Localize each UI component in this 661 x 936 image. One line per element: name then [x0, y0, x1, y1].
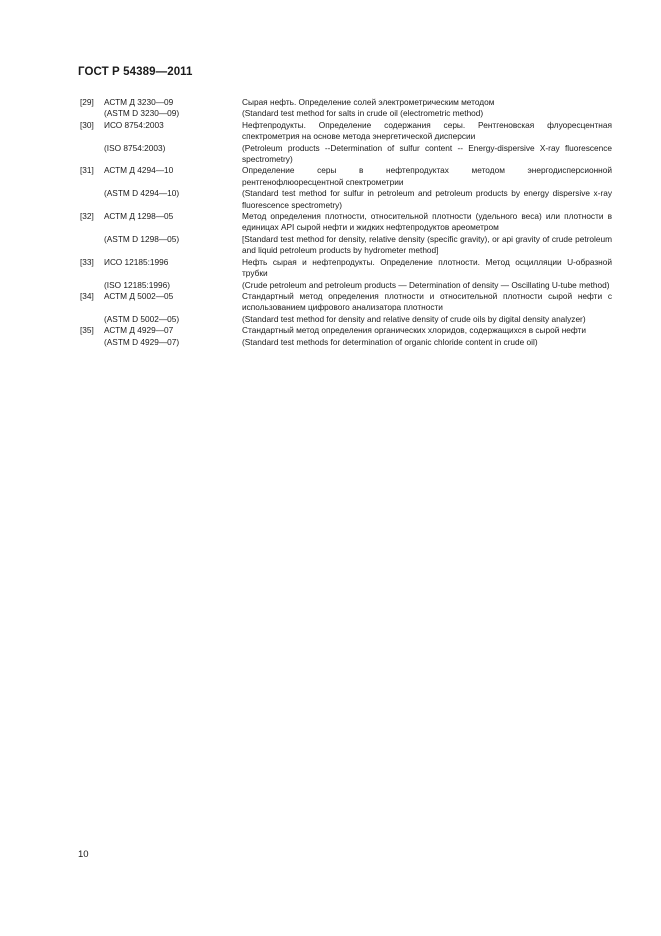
- reference-title: (Standard test method for salts in crude oil (electrometric method): [242, 108, 484, 119]
- reference-entry: [80, 325, 612, 336]
- reference-code: (ISO 12185:1996): [104, 279, 170, 290]
- reference-code: ИСО 12185:1996: [104, 256, 169, 267]
- reference-code: АСТМ Д 3230—09: [104, 97, 174, 107]
- reference-number: [29]: [80, 97, 94, 107]
- reference-title: (Standard test method for density and relative density of crude oils by digital density analyzer): [242, 313, 586, 324]
- reference-entry: [80, 108, 612, 119]
- reference-title: (Standard test methods for determination of organic chloride content in crude oil): [242, 336, 538, 347]
- reference-entry: [80, 337, 612, 348]
- reference-code: АСТМ Д 5002—05: [104, 290, 174, 301]
- reference-entry: [80, 143, 612, 166]
- reference-code: (ASTM D 3230—09): [104, 108, 180, 119]
- reference-number: [35]: [80, 325, 94, 336]
- reference-entry: [80, 188, 612, 211]
- page-number: 10: [78, 849, 89, 860]
- references-list: [80, 97, 612, 348]
- reference-entry: [80, 280, 612, 291]
- document-header: ГОСТ Р 54389—2011: [78, 66, 193, 78]
- reference-code: (ASTM D 4929—07): [104, 336, 180, 347]
- reference-title: (Petroleum products --Determination of sulfur content -- Energy-dispersive X-ray fluorescence spectrometry): [242, 142, 612, 165]
- reference-code: АСТМ Д 4294—10: [104, 165, 174, 176]
- reference-title: Нефтепродукты. Определение содержания серы. Рентгеновская флуоресцентная спектрометрия на основе метода энергетической дисперсии: [242, 119, 612, 142]
- reference-entry: [80, 165, 612, 188]
- reference-code: (ISO 8754:2003): [104, 142, 166, 153]
- reference-title: Метод определения плотности, относительной плотности (удельного веса) или плотности в единицах API сырой нефти и жидких нефтепродуктов ареометром: [242, 211, 612, 233]
- reference-entry: [80, 120, 612, 143]
- reference-title: [Standard test method for density, relative density (specific gravity), or api gravity of crude petroleum and liquid petroleum products by hydrometer method]: [242, 233, 612, 256]
- reference-number: [31]: [80, 165, 94, 176]
- reference-number: [30]: [80, 119, 94, 130]
- reference-entry: [80, 257, 612, 280]
- reference-number: [34]: [80, 290, 94, 301]
- reference-code: (ASTM D 1298—05): [104, 233, 180, 244]
- reference-title: Сырая нефть. Определение солей электрометрическим методом: [242, 97, 495, 107]
- reference-code: АСТМ Д 4929—07: [104, 325, 174, 336]
- reference-entry: [80, 314, 612, 325]
- reference-code: ИСО 8754:2003: [104, 119, 164, 130]
- reference-entry: [80, 97, 612, 108]
- reference-entry: [80, 234, 612, 257]
- reference-entry: [80, 211, 612, 234]
- reference-title: (Crude petroleum and petroleum products — Determination of density — Oscillating U-tube method): [242, 279, 610, 290]
- reference-title: Стандартный метод определения плотности и относительной плотности сырой нефти с использованием цифрового анализатора плотности: [242, 290, 612, 313]
- reference-title: Нефть сырая и нефтепродукты. Определение плотности. Метод осцилляции U-образной трубки: [242, 256, 612, 279]
- reference-number: [33]: [80, 256, 94, 267]
- reference-title: Стандартный метод определения органических хлоридов, содержащихся в сырой нефти: [242, 325, 586, 336]
- reference-code: (ASTM D 5002—05): [104, 313, 180, 324]
- reference-title: Определение серы в нефтепродуктах методом энергодисперсионной рентгенофлюоресцентной спектрометрии: [242, 165, 612, 187]
- reference-code: АСТМ Д 1298—05: [104, 211, 174, 222]
- reference-title: (Standard test method for sulfur in petroleum and petroleum products by energy dispersive x-ray fluorescence spectrometry): [242, 188, 612, 210]
- reference-number: [32]: [80, 211, 94, 222]
- reference-code: (ASTM D 4294—10): [104, 188, 180, 199]
- reference-entry: [80, 291, 612, 314]
